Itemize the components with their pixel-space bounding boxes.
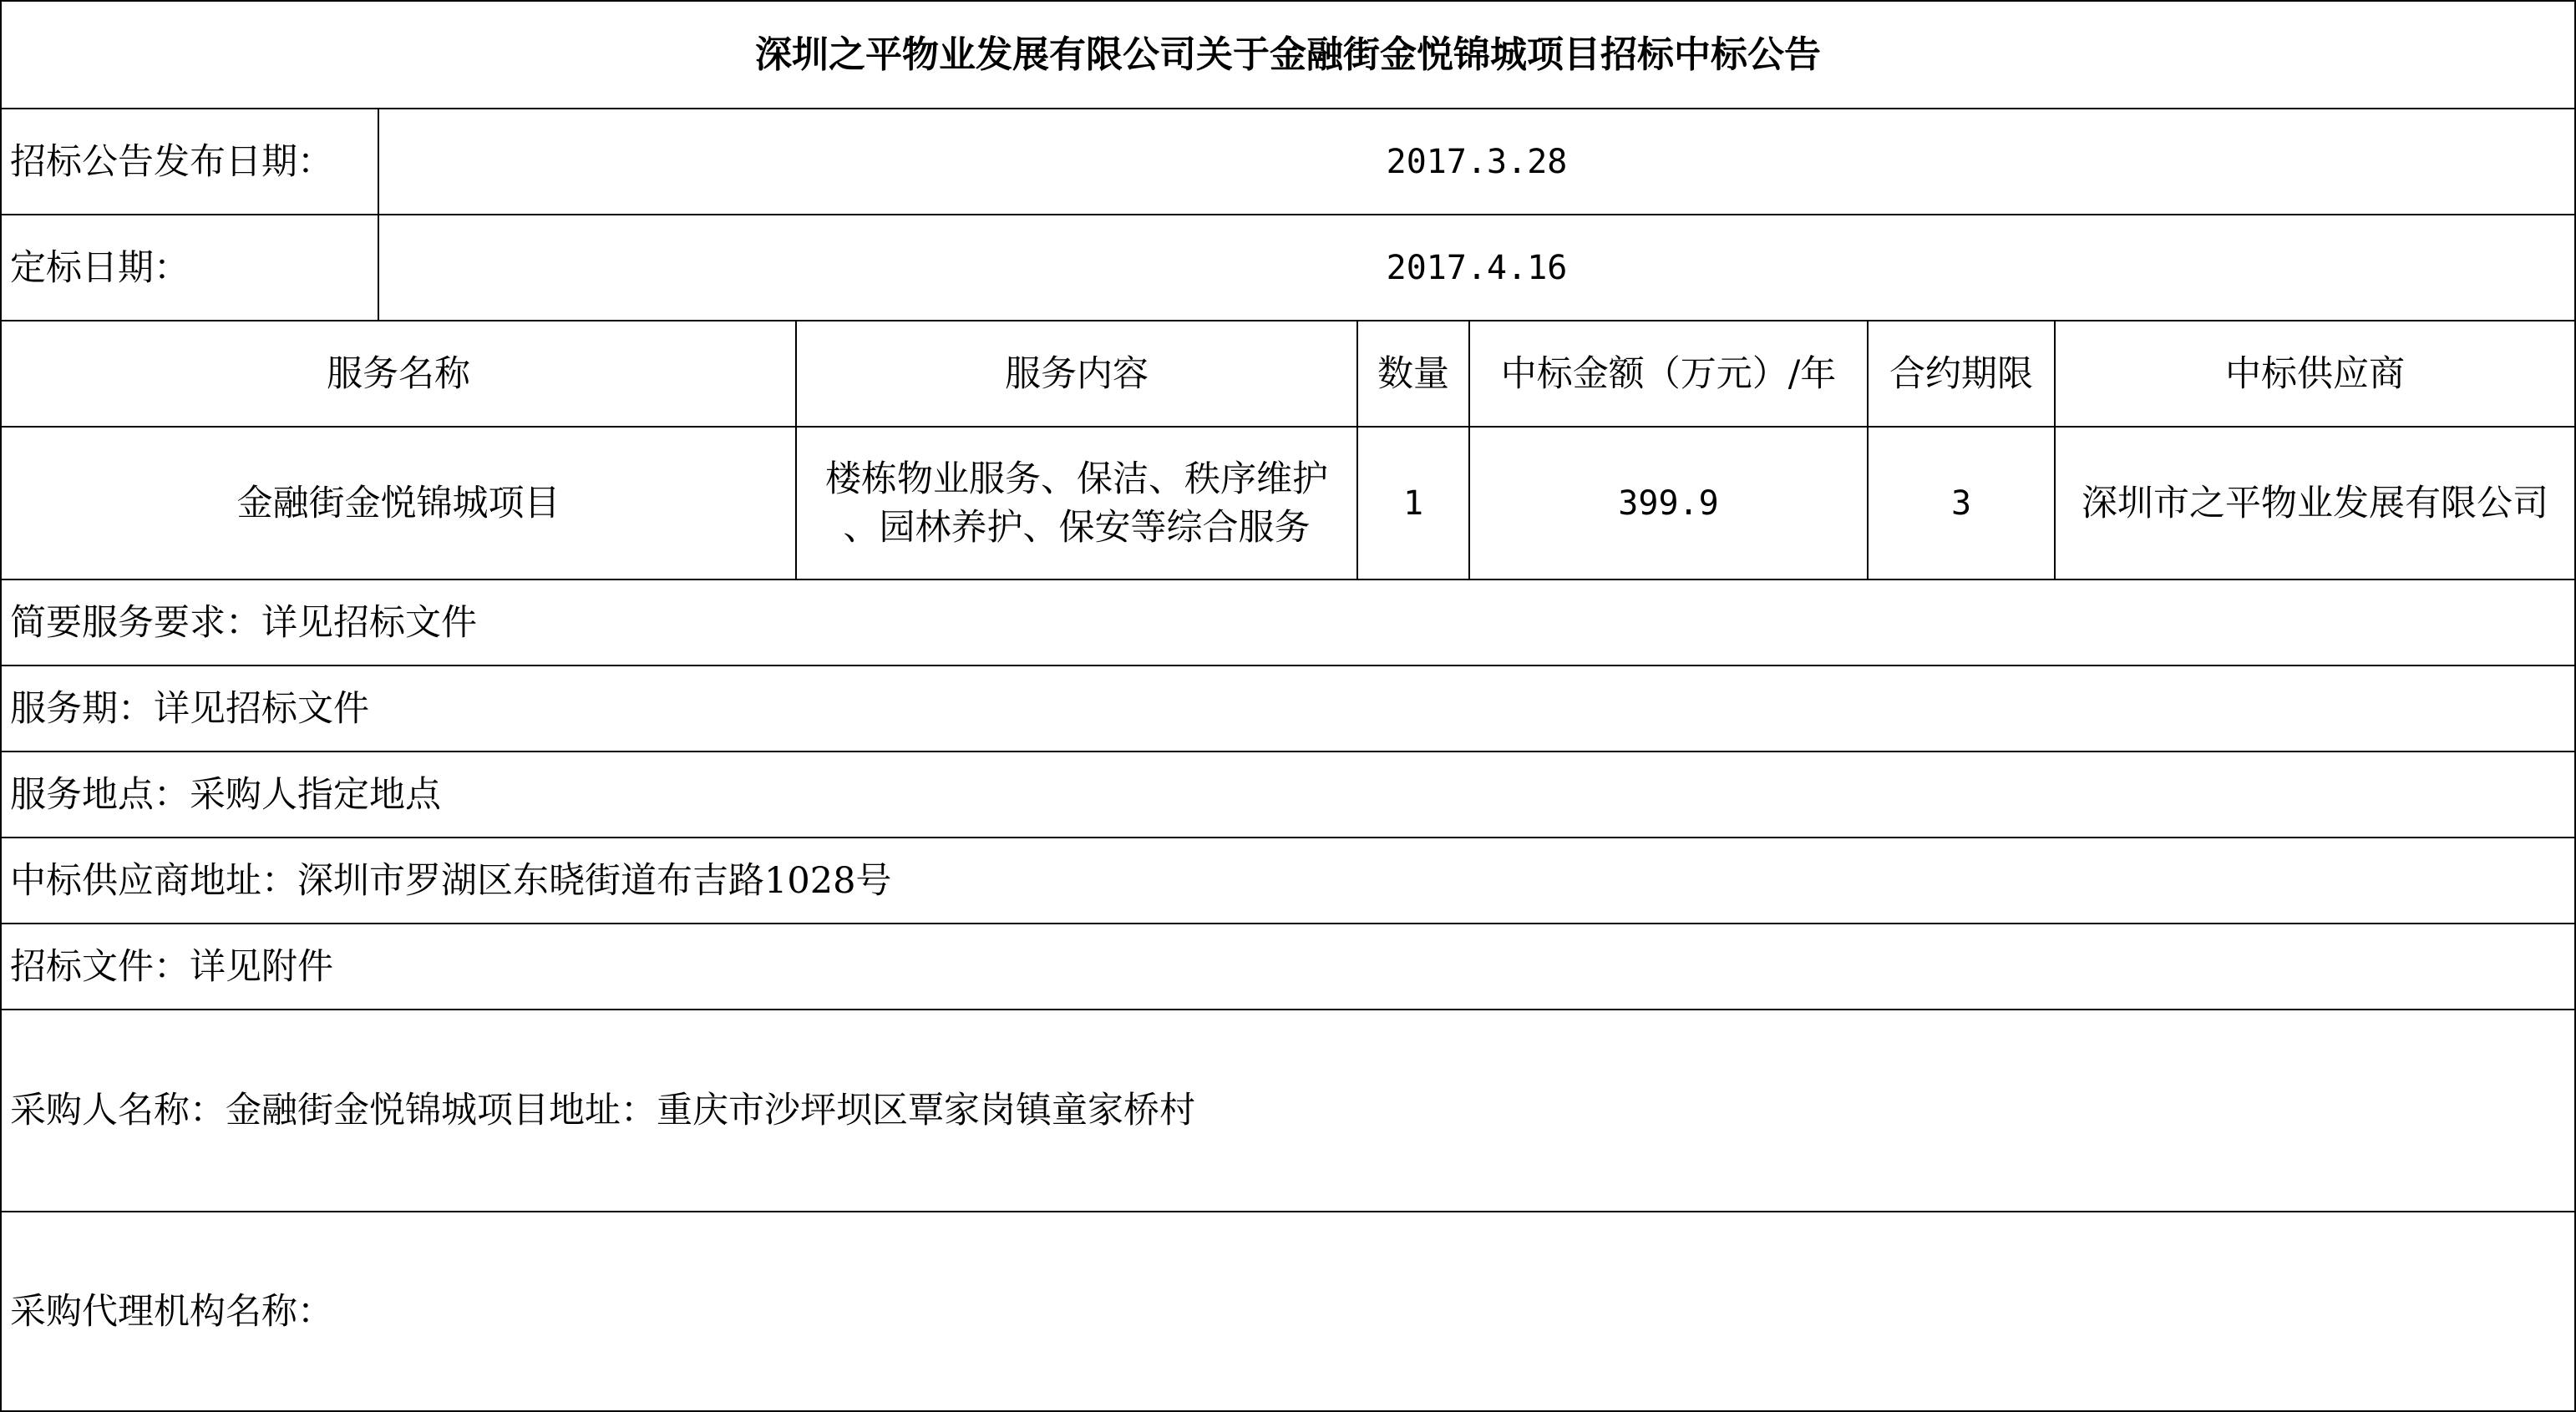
publish-date-label: 招标公告发布日期： <box>0 108 379 215</box>
row-amount: 399.9 <box>1468 426 1869 580</box>
award-date-label: 定标日期： <box>0 214 379 321</box>
row-supplier: 深圳市之平物业发展有限公司 <box>2054 426 2576 580</box>
award-date-value: 2017.4.16 <box>378 214 2576 321</box>
service-location: 服务地点：采购人指定地点 <box>0 751 2576 838</box>
tender-documents: 招标文件：详见附件 <box>0 923 2576 1010</box>
supplier-address: 中标供应商地址：深圳市罗湖区东晓街道布吉路1028号 <box>0 837 2576 924</box>
row-service-content: 楼栋物业服务、保洁、秩序维护 、园林养护、保安等综合服务 <box>795 426 1358 580</box>
row-quantity: 1 <box>1356 426 1470 580</box>
header-service-content: 服务内容 <box>795 320 1358 428</box>
service-period: 服务期：详见招标文件 <box>0 665 2576 752</box>
row-term: 3 <box>1867 426 2056 580</box>
header-quantity: 数量 <box>1356 320 1470 428</box>
row-service-name: 金融街金悦锦城项目 <box>0 426 797 580</box>
header-term: 合约期限 <box>1867 320 2056 428</box>
header-amount: 中标金额（万元）/年 <box>1468 320 1869 428</box>
procurement-agency: 采购代理机构名称： <box>0 1211 2576 1412</box>
service-requirements: 简要服务要求：详见招标文件 <box>0 579 2576 666</box>
notice-title: 深圳之平物业发展有限公司关于金融街金悦锦城项目招标中标公告 <box>0 0 2576 109</box>
purchaser-info: 采购人名称：金融街金悦锦城项目地址：重庆市沙坪坝区覃家岗镇童家桥村 <box>0 1009 2576 1212</box>
header-service-name: 服务名称 <box>0 320 797 428</box>
publish-date-value: 2017.3.28 <box>378 108 2576 215</box>
header-supplier: 中标供应商 <box>2054 320 2576 428</box>
